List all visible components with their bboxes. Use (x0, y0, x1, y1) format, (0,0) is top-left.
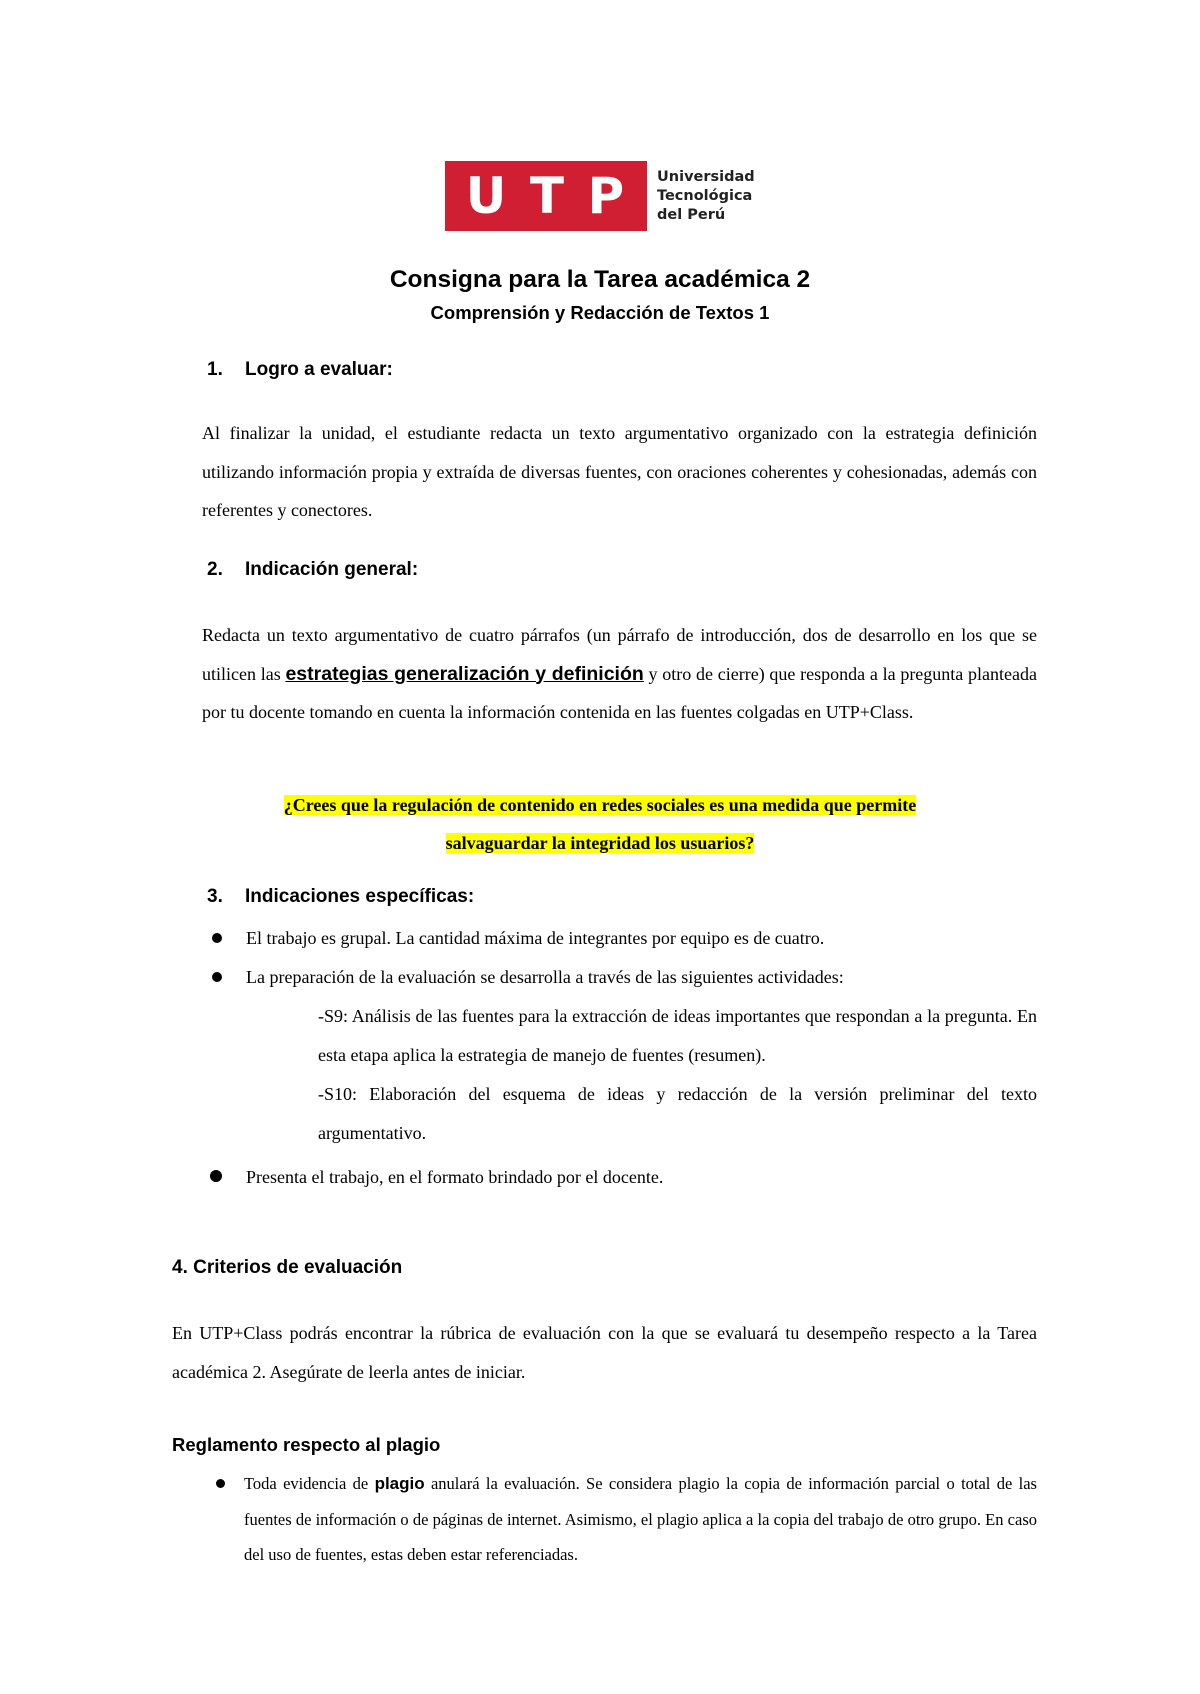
question-line-1-wrap (0, 786, 1200, 825)
logo-letter-t: T (529, 167, 567, 225)
page-subtitle: Comprensión y Redacción de Textos 1 (430, 302, 770, 323)
logro-paragraph: Al finalizar la unidad, el estudiante redacta un texto argumentativo organizado con la estrategia definición utilizando información propia y extraída de diversas fuentes, con oraciones coherentes y cohesionadas, además con referentes y conectores. (202, 423, 1037, 520)
logo-line-2: Tecnológica (657, 187, 753, 204)
plagio-text-before: Toda evidencia de (244, 1474, 375, 1493)
section-4-heading: 4. Criterios de evaluación (172, 1257, 403, 1278)
activity-s10: -S10: Elaboración del esquema de ideas y redacción de la versión preliminar del texto argumentativo. (318, 1084, 1037, 1143)
bullet-dot-plagio (216, 1479, 225, 1488)
plagio-keyword: plagio (374, 1474, 425, 1493)
logo-line-3: del Perú (657, 206, 726, 223)
page-title: Consigna para la Tarea académica 2 (389, 266, 811, 293)
section-3-title: Indicaciones específicas: (245, 886, 475, 907)
plagio-paragraph (244, 1466, 1037, 1573)
logo-line-1: Universidad (657, 168, 755, 185)
section-2-heading (207, 559, 418, 581)
logo-letter-p: P (587, 167, 627, 225)
indicacion-paragraph (202, 616, 1037, 732)
section-1-heading (207, 359, 393, 381)
bullet-item-3: Presenta el trabajo, en el formato brindado por el docente. (246, 1167, 664, 1187)
utp-logo (445, 161, 755, 231)
section-1-number: 1. (207, 359, 223, 380)
strategies-emphasis: estrategias generalización y definición (285, 662, 644, 685)
bullet-dot-3 (210, 1170, 222, 1182)
question-line-1: ¿Crees que la regulación de contenido en redes sociales es una medida que permite (283, 795, 917, 815)
bullet-dot-1 (212, 933, 222, 943)
logo-letter-u: U (465, 167, 509, 225)
question-line-2: salvaguardar la integridad los usuarios? (445, 833, 755, 853)
bullet-item-2: La preparación de la evaluación se desarrolla a través de las siguientes actividades: (246, 967, 844, 987)
plagio-text-after: anulará la evaluación. Se considera plagio la copia de información parcial o total de las fuentes de información o de páginas de internet. Asimismo, el plagio aplica a la copia del trabajo de otro grupo. En caso del uso de fuentes, estas deben estar referenciadas. (244, 1474, 1037, 1564)
bullet-dot-2 (212, 972, 222, 982)
criterios-paragraph: En UTP+Class podrás encontrar la rúbrica de evaluación con la que se evaluará tu desempeño respecto a la Tarea académica 2. Asegúrate de leerla antes de iniciar. (172, 1323, 1037, 1382)
section-1-title: Logro a evaluar: (245, 359, 393, 380)
section-3-number: 3. (207, 886, 223, 907)
section-2-title: Indicación general: (245, 559, 419, 580)
section-2-number: 2. (207, 559, 223, 580)
indicacion-text-before: Redacta un texto argumentativo de cuatro párrafos (un párrafo de introducción, dos de desarrollo en los que se utilicen las (202, 625, 1037, 684)
question-line-2-wrap (0, 824, 1200, 863)
bullet-item-1: El trabajo es grupal. La cantidad máxima de integrantes por equipo es de cuatro. (246, 928, 825, 948)
logo-mark (445, 161, 647, 231)
logo-wordmark (657, 168, 755, 225)
section-3-heading (207, 886, 474, 908)
indicacion-text-after: y otro de cierre) que responda a la pregunta planteada por tu docente tomando en cuenta la información contenida en las fuentes colgadas en UTP+Class. (202, 663, 1037, 722)
activity-s9: -S9: Análisis de las fuentes para la extracción de ideas importantes que respondan a la pregunta. En esta etapa aplica la estrategia de manejo de fuentes (resumen). (318, 1006, 1037, 1065)
plagio-heading: Reglamento respecto al plagio (172, 1434, 441, 1455)
